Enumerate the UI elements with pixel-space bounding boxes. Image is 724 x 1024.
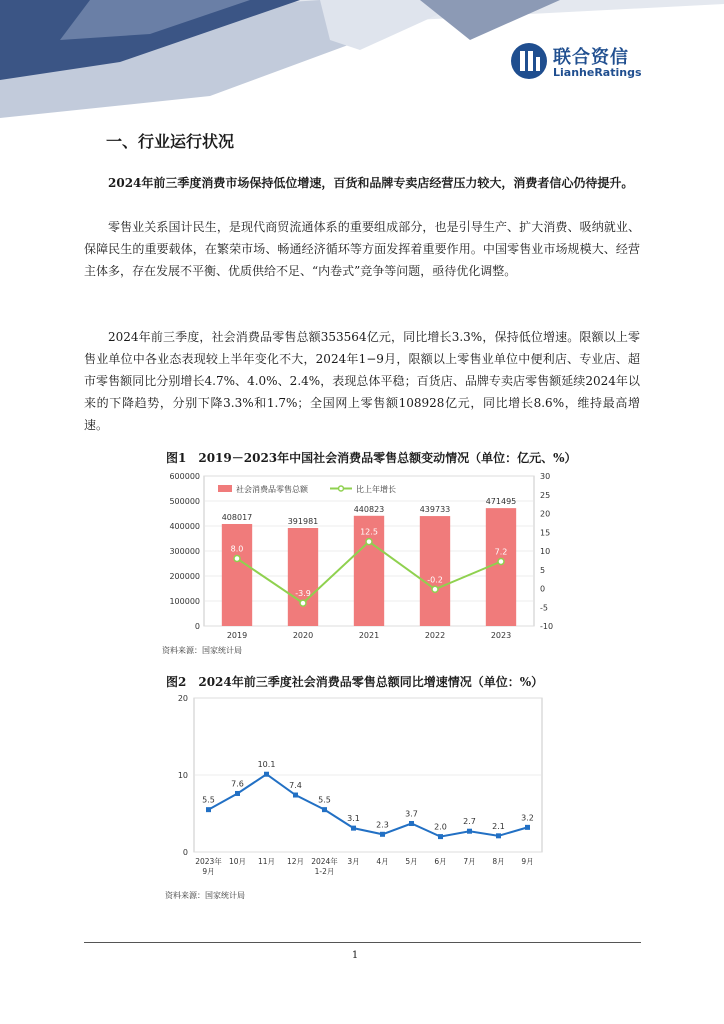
legend-bar-swatch [218,485,232,492]
bar [222,524,252,626]
bar [486,508,516,626]
x-tick-label: 7月 [463,857,476,866]
bar-value-label: 440823 [353,504,385,514]
bar-value-label: 391981 [287,517,319,527]
data-point [496,833,501,838]
x-tick-label: 3月 [347,857,360,866]
legend-bar-label: 社会消费品零售总额 [236,485,308,494]
y-tick-label: 10 [177,771,188,780]
page-number: 1 [351,950,359,961]
growth-value-label: -3.9 [295,589,311,599]
logo-icon [511,43,547,79]
y-left-tick-label: 400000 [169,522,200,531]
figure2-chart [160,692,550,886]
y-left-tick-label: 200000 [169,572,200,581]
growth-point [234,556,240,562]
growth-value-label: 8.0 [230,544,244,554]
data-point [380,832,385,837]
x-tick-label: 12月 [286,857,305,866]
x-tick-label: 2023年 [195,857,222,866]
y-right-tick-label: -5 [540,603,548,613]
data-point [264,772,269,777]
x-tick-label: 2021 [358,631,380,640]
figure1-chart [150,468,570,642]
data-value-label: 7.6 [231,779,244,789]
section-title: 一、行业运行状况 [106,132,235,151]
logo-name-cn: 联合资信 [553,47,629,68]
data-point [206,807,211,812]
growth-point [366,539,372,545]
x-tick-label: 5月 [405,857,418,866]
data-point [409,821,414,826]
data-value-label: 2.3 [376,820,389,830]
y-left-tick-label: 100000 [169,597,200,606]
summary-paragraph: 2024年前三季度消费市场保持低位增速，百货和品牌专卖店经营压力较大，消费者信心仍待提升。 [108,176,634,190]
logo-mark [511,43,547,79]
bar-value-label: 471495 [485,497,517,507]
data-point [525,825,530,830]
body-paragraph-2: 2024年前三季度，社会消费品零售总额353564亿元，同比增长3.3%，保持低位增速。限额以上零售业单位中各业态表现较上半年变化不大，2024年1−9月，限额以上零售业单位中便利店、专业店、超市零售额同比分别增长4.7%、4.0%、2.4%，表现总体平稳；百货店、品牌专卖店零售额延续2024年以来的下降趋势，分别下降3.3%和1.7%；全国网上零售额108928亿元，同比增长8.6%，维持最高增速。 [84,330,640,432]
data-value-label: 2.1 [492,821,505,831]
data-point [235,791,240,796]
x-tick-label: 2022 [424,631,446,640]
x-tick-label: 11月 [257,857,276,866]
growth-point [498,559,504,565]
figure2-title: 图2 2024年前三季度社会消费品零售总额同比增速情况（单位：%） [166,675,544,689]
x-tick-label: 10月 [228,857,247,866]
footer-divider [84,942,641,943]
figure1-title: 图1 2019－2023年中国社会消费品零售总额变动情况（单位：亿元、%） [166,451,577,465]
growth-value-label: 12.5 [360,527,378,537]
data-point [351,826,356,831]
data-point [293,793,298,798]
data-point [467,829,472,834]
data-value-label: 3.7 [405,809,418,819]
bar-value-label: 439733 [419,505,451,515]
bar-value-label: 408017 [221,512,253,522]
data-value-label: 10.1 [257,760,276,770]
y-tick-label: 20 [177,694,188,703]
y-left-tick-label: 0 [194,622,200,631]
x-tick-label: 6月 [434,857,447,866]
logo [511,42,641,82]
data-value-label: 5.5 [318,795,331,805]
y-left-tick-label: 500000 [169,497,200,506]
bar [288,528,318,626]
growth-point [300,600,306,606]
y-right-tick-label: 0 [540,584,546,594]
data-point [438,834,443,839]
data-value-label: 2.0 [434,822,447,832]
y-left-tick-label: 600000 [169,472,200,481]
y-right-tick-label: 20 [540,509,551,519]
growth-point [432,586,438,592]
x-tick-label: 2023 [490,631,512,640]
y-right-tick-label: 10 [540,547,551,556]
data-value-label: 3.1 [347,814,360,824]
figure2-source: 资料来源：国家统计局 [165,891,245,900]
x-tick-label: 1-2月 [314,867,335,876]
x-tick-label: 9月 [202,867,215,876]
data-value-label: 5.5 [202,795,215,805]
y-tick-label: 0 [182,848,188,857]
figure1-source: 资料来源：国家统计局 [162,646,242,655]
body-paragraph-1: 零售业关系国计民生，是现代商贸流通体系的重要组成部分，也是引导生产、扩大消费、吸纳就业、保障民生的重要载体，在繁荣市场、畅通经济循环等方面发挥着重要作用。中国零售业市场规模大、经营主体多，存在发展不平衡、优质供给不足、“内卷式”竞争等问题，亟待优化调整。 [84,220,640,278]
y-right-tick-label: 5 [540,565,546,575]
data-value-label: 3.2 [521,813,534,823]
x-tick-label: 9月 [521,857,534,866]
x-tick-label: 8月 [492,857,505,866]
y-right-tick-label: -10 [540,622,554,631]
data-point [322,807,327,812]
data-value-label: 2.7 [463,817,476,827]
y-right-tick-label: 25 [540,490,551,500]
x-tick-label: 2024年 [311,857,338,866]
y-right-tick-label: 15 [540,528,551,538]
growth-value-label: 7.2 [494,547,508,557]
legend-line-label: 比上年增长 [356,485,396,494]
y-left-tick-label: 300000 [169,547,200,556]
data-value-label: 7.4 [289,781,302,791]
x-tick-label: 2020 [292,631,314,640]
y-right-tick-label: 30 [540,472,551,481]
x-tick-label: 2019 [226,631,248,640]
bar [420,516,450,626]
logo-name-en: LianheRatings [553,66,642,79]
x-tick-label: 4月 [376,857,389,866]
growth-value-label: -0.2 [427,575,443,585]
legend-line-marker [339,486,344,491]
